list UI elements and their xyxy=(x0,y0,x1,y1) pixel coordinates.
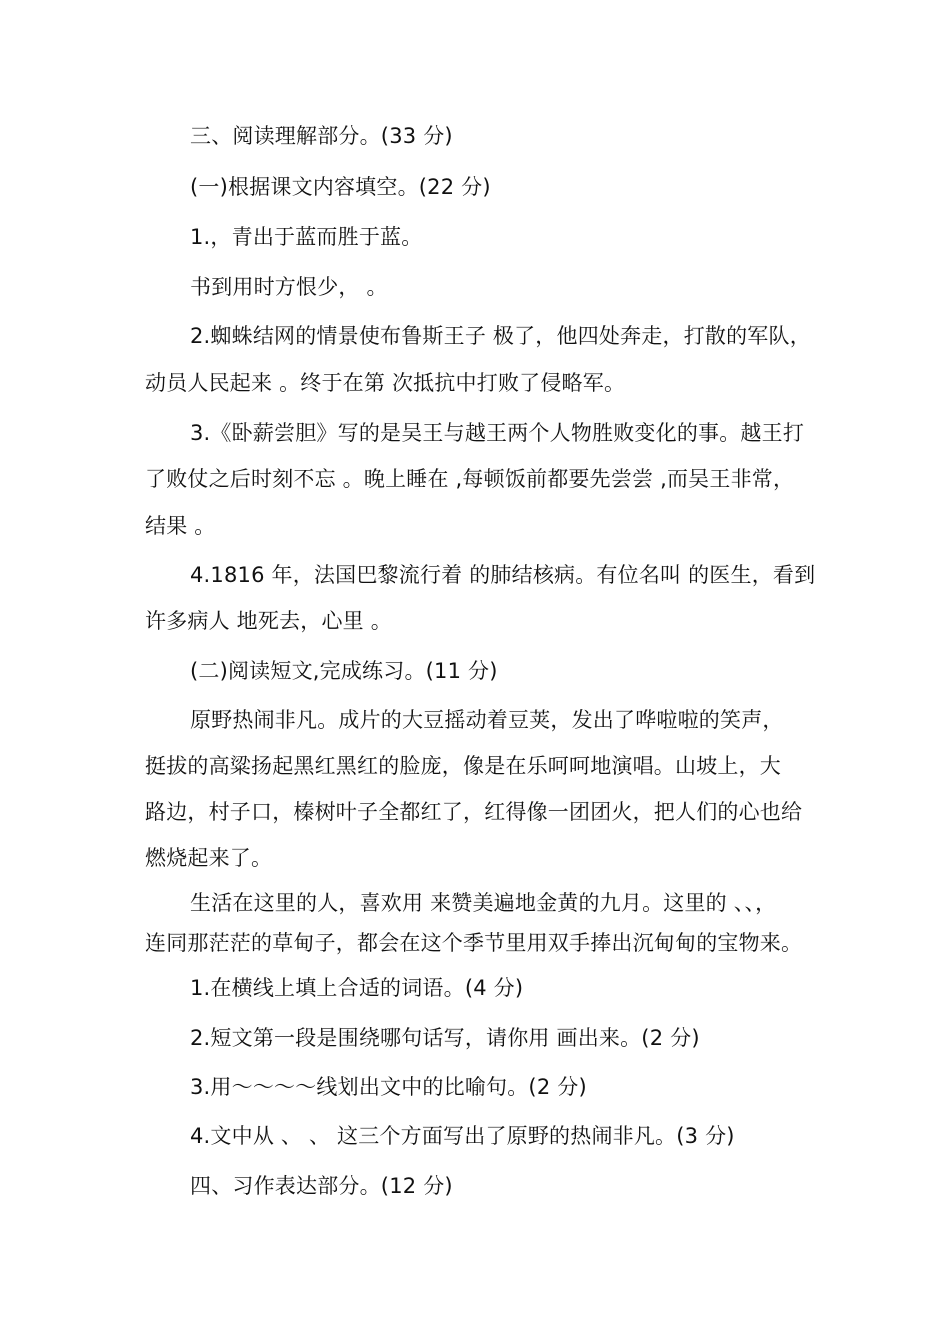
part-2-heading: (二)阅读短文,完成练习。(11 分) xyxy=(190,659,498,683)
exercise-2: 2.短文第一段是围绕哪句话写，请你用 画出来。(2 分) xyxy=(190,1026,700,1050)
question-1-line-2: 书到用时方恨少， 。 xyxy=(190,275,388,299)
question-3-line-3: 结果 。 xyxy=(145,514,216,538)
question-3-line-1: 3.《卧薪尝胆》写的是吴王与越王两个人物胜败变化的事。越王打 xyxy=(190,421,805,445)
passage-paragraph-1-line-4: 燃烧起来了。 xyxy=(145,846,273,870)
passage-paragraph-1-line-3: 路边，村子口，榛树叶子全都红了，红得像一团团火，把人们的心也给 xyxy=(145,800,803,824)
section-4-heading: 四、习作表达部分。(12 分) xyxy=(190,1174,453,1198)
passage-paragraph-2-line-2: 连同那茫茫的草甸子，都会在这个季节里用双手捧出沉甸甸的宝物来。 xyxy=(145,931,803,955)
question-2-line-2: 动员人民起来 。终于在第 次抵抗中打败了侵略军。 xyxy=(145,371,626,395)
exercise-3: 3.用～～～～线划出文中的比喻句。(2 分) xyxy=(190,1075,587,1099)
exercise-4: 4.文中从 、 、 这三个方面写出了原野的热闹非凡。(3 分) xyxy=(190,1124,735,1148)
passage-paragraph-2-line-1: 生活在这里的人，喜欢用 来赞美遍地金黄的九月。这里的 、、， xyxy=(190,891,777,915)
section-3-heading: 三、阅读理解部分。(33 分) xyxy=(190,124,453,148)
question-4-line-1: 4.1816 年，法国巴黎流行着 的肺结核病。有位名叫 的医生，看到 xyxy=(190,563,816,587)
exercise-1: 1.在横线上填上合适的词语。(4 分) xyxy=(190,976,524,1000)
question-2-line-1: 2.蜘蛛结网的情景使布鲁斯王子 极了，他四处奔走，打散的军队， xyxy=(190,324,811,348)
part-1-heading: (一)根据课文内容填空。(22 分) xyxy=(190,175,491,199)
passage-paragraph-1-line-2: 挺拔的高粱扬起黑红黑红的脸庞，像是在乐呵呵地演唱。山坡上，大 xyxy=(145,754,781,778)
question-3-line-2: 了败仗之后时刻不忘 。晚上睡在 ,每顿饭前都要先尝尝 ,而吴王非常， xyxy=(145,467,795,491)
passage-paragraph-1-line-1: 原野热闹非凡。成片的大豆摇动着豆荚，发出了哗啦啦的笑声， xyxy=(190,708,784,732)
question-1-line-1: 1.，青出于蓝而胜于蓝。 xyxy=(190,225,423,249)
question-4-line-2: 许多病人 地死去，心里 。 xyxy=(145,609,392,633)
